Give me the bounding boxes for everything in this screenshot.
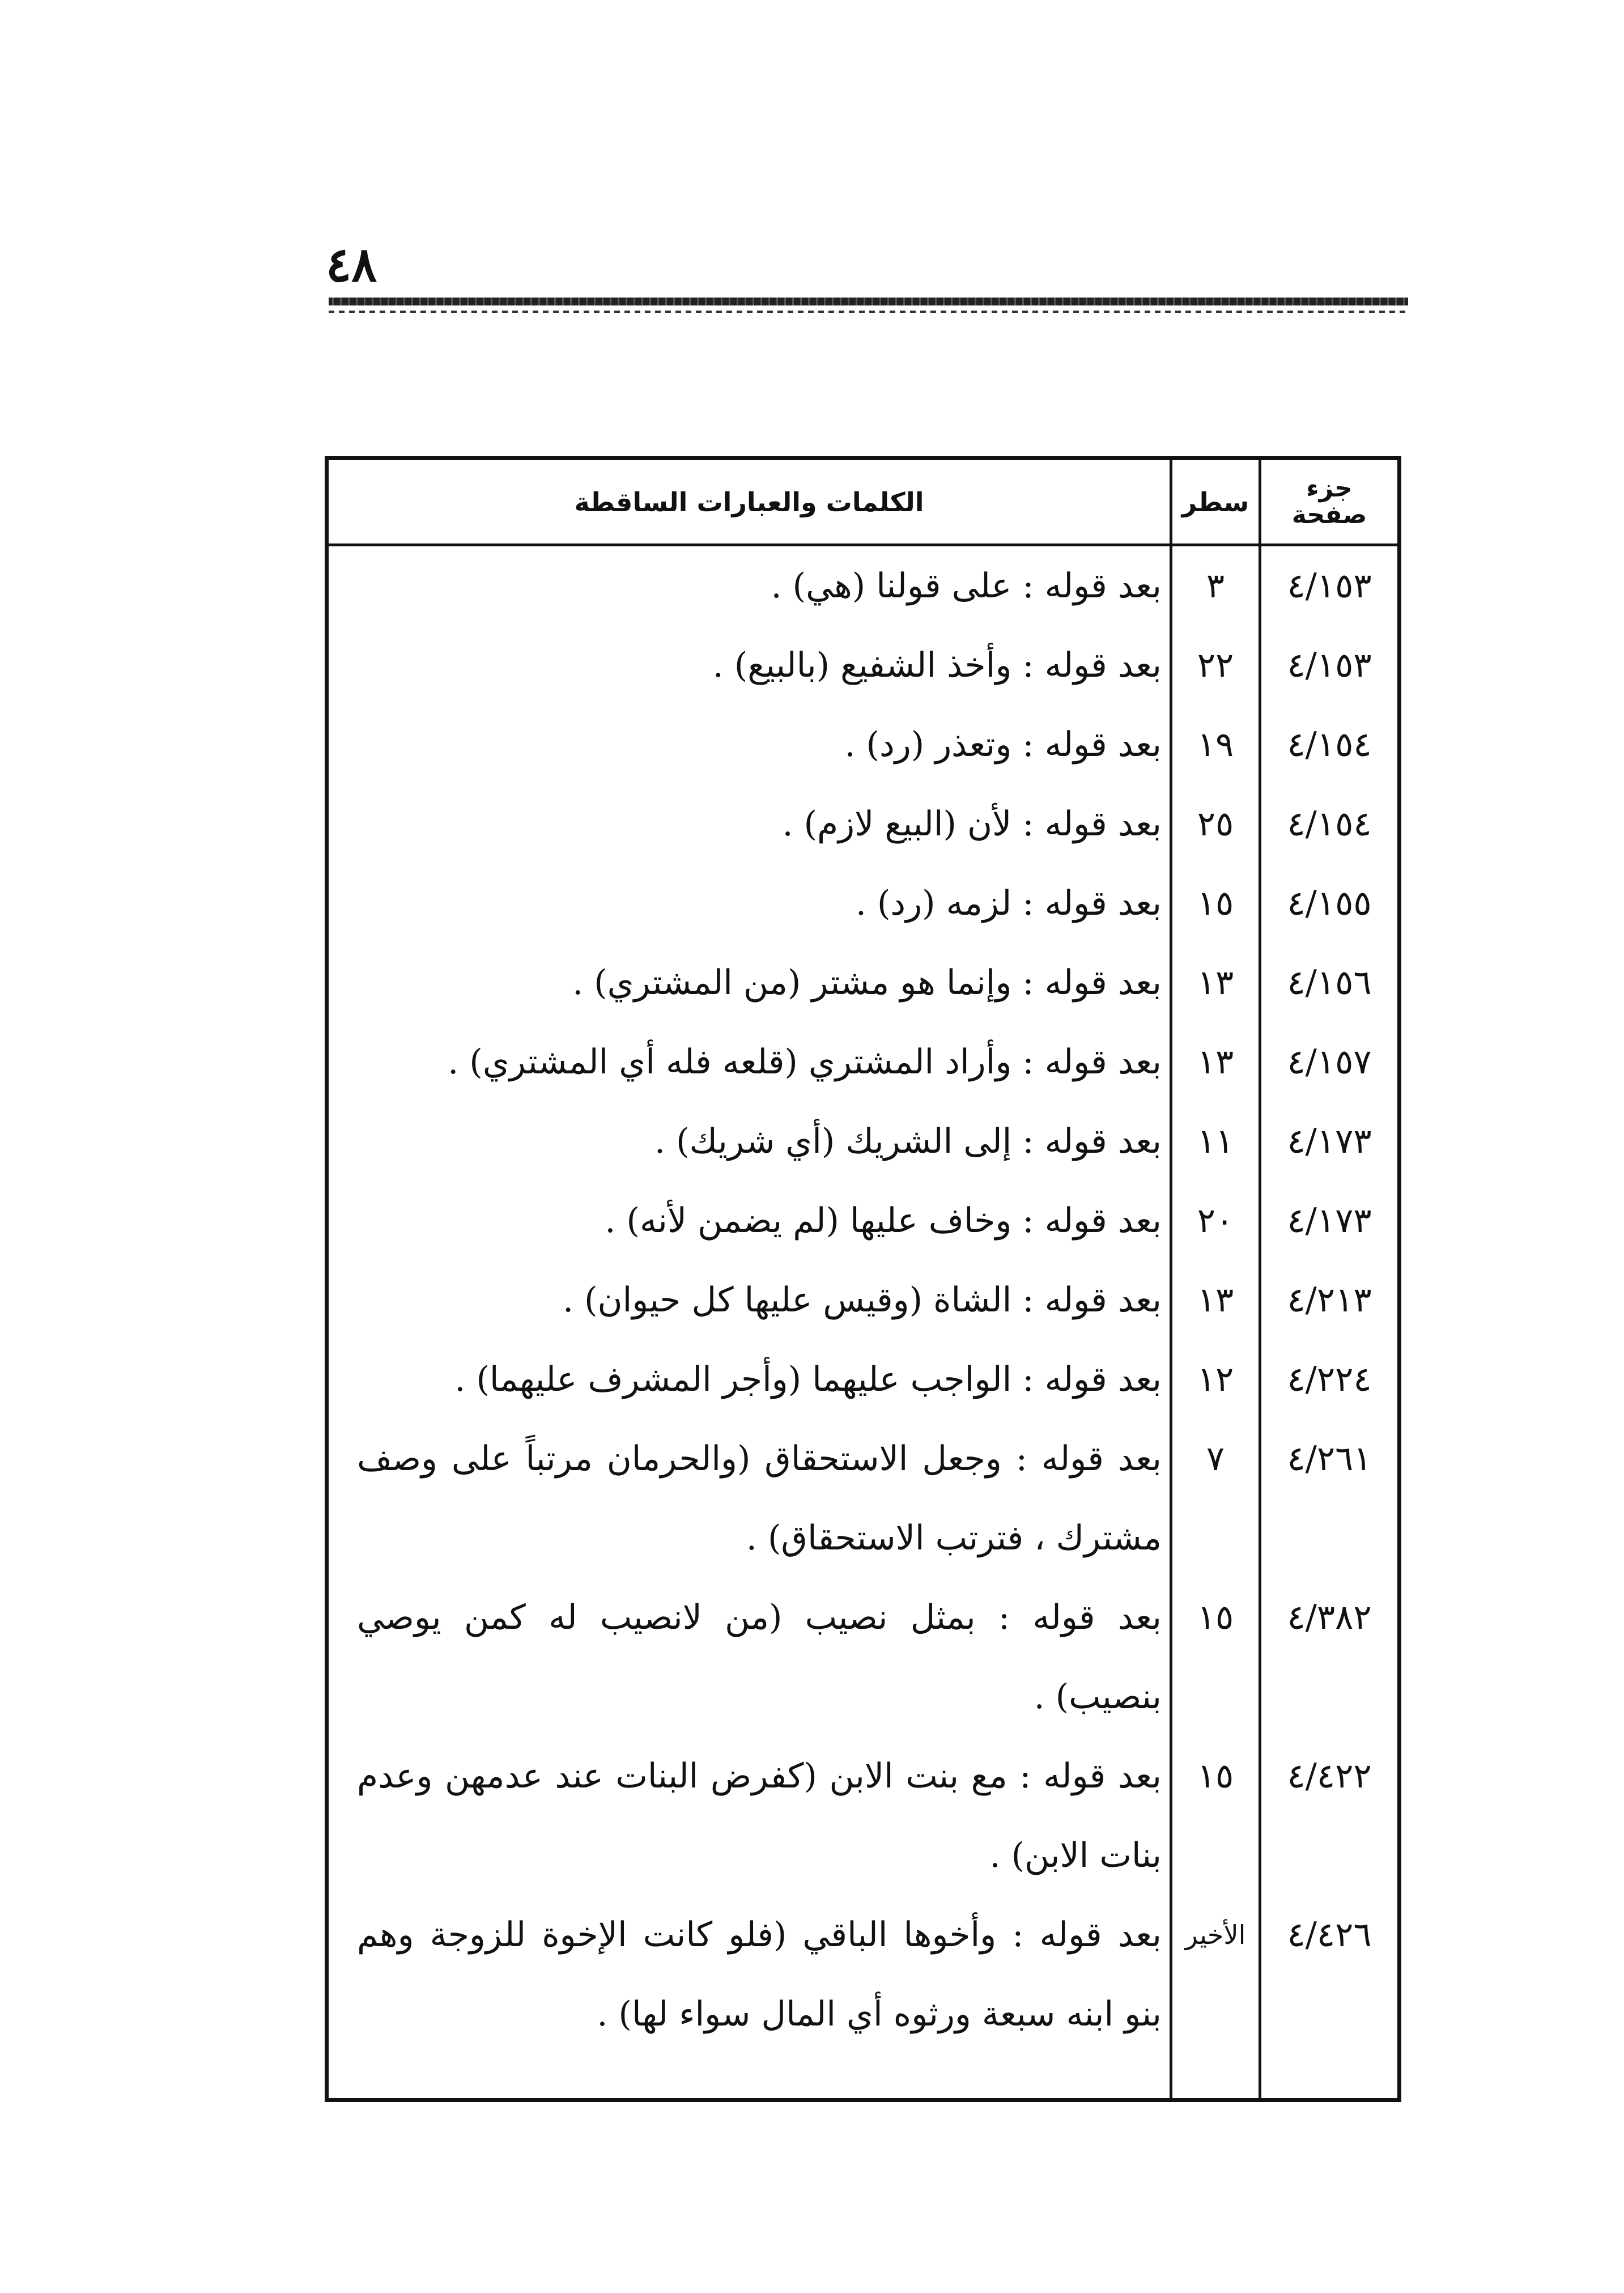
cell-text: بعد قوله : بمثل نصيب (من لانصيب له كمن يوصي بنصيب) . — [357, 1598, 1162, 1717]
cell-ref: ٤/١٧٣ — [1287, 1201, 1372, 1241]
cell-text: بعد قوله : وتعذر (رد) . — [844, 725, 1162, 765]
cell-ref: ٤/١٧٣ — [1287, 1122, 1372, 1161]
cell-ref: ٤/١٥٦ — [1287, 963, 1372, 1003]
cell-ref: ٤/١٥٧ — [1287, 1042, 1372, 1082]
table-row — [329, 1102, 1397, 1181]
table-row — [329, 864, 1397, 943]
table-row — [329, 1260, 1397, 1340]
cell-line: ١١ — [1197, 1122, 1234, 1161]
cell-line: ١٢ — [1197, 1360, 1234, 1399]
table-row — [329, 1736, 1397, 1895]
table-row — [329, 784, 1397, 864]
table-row — [329, 626, 1397, 705]
header-omitted-phrases: الكلمات والعبارات الساقطة — [574, 486, 924, 517]
cell-line: ١٣ — [1197, 1280, 1234, 1320]
cell-line: ٧ — [1206, 1439, 1225, 1479]
cell-line: ١٥ — [1197, 1756, 1234, 1796]
table-row — [329, 1181, 1397, 1260]
cell-text: بعد قوله : الواجب عليهما (وأجر المشرف عليهما) . — [454, 1360, 1162, 1399]
table-row — [329, 1578, 1397, 1736]
page-number: ٤٨ — [326, 236, 377, 292]
table-row — [329, 546, 1397, 626]
table-row — [329, 1895, 1397, 2054]
cell-line: ٢٥ — [1197, 804, 1234, 844]
cell-line: الأخير — [1185, 1920, 1246, 1950]
cell-line: ١٩ — [1197, 725, 1234, 765]
table-row — [329, 943, 1397, 1022]
cell-ref: ٤/٣٨٢ — [1287, 1598, 1372, 1637]
cell-ref: ٤/١٥٣ — [1287, 646, 1372, 685]
cell-ref: ٤/٢٢٤ — [1287, 1360, 1372, 1399]
cell-line: ١٣ — [1197, 963, 1234, 1003]
table-row — [329, 705, 1397, 784]
cell-text: بعد قوله : لزمه (رد) . — [855, 884, 1162, 923]
cell-ref: ٤/١٥٤ — [1287, 804, 1372, 844]
table-row — [329, 1022, 1397, 1102]
header-volume: جزء — [1306, 474, 1353, 503]
errata-table — [325, 456, 1401, 2102]
header-line: سطر — [1181, 486, 1249, 517]
cell-ref: ٤/٤٢٦ — [1287, 1915, 1372, 1955]
cell-ref: ٤/٢٦١ — [1287, 1439, 1372, 1479]
cell-text: بعد قوله : لأن (البيع لازم) . — [782, 804, 1162, 844]
cell-line: ٢٢ — [1197, 646, 1234, 685]
cell-line: ١٥ — [1197, 1598, 1234, 1637]
cell-text: بعد قوله : وجعل الاستحقاق (والحرمان مرتباً على وصف مشترك ، فترتب الاستحقاق) . — [357, 1439, 1162, 1558]
cell-text: بعد قوله : مع بنت الابن (كفرض البنات عند عدمهن وعدم بنات الابن) . — [357, 1756, 1162, 1875]
header-rule-thin — [329, 311, 1408, 313]
cell-ref: ٤/١٥٤ — [1287, 725, 1372, 765]
cell-ref: ٤/١٥٥ — [1287, 884, 1372, 923]
cell-ref: ٤/٤٢٢ — [1287, 1756, 1372, 1796]
header-rule — [329, 298, 1408, 305]
cell-line: ١٥ — [1197, 884, 1234, 923]
table-row — [329, 1419, 1397, 1578]
table-row — [329, 1340, 1397, 1419]
cell-line: ٣ — [1206, 566, 1225, 606]
cell-text: بعد قوله : وأخوها الباقي (فلو كانت الإخوة للزوجة وهم بنو ابنه سبعة ورثوه أي المال سواء لها) . — [357, 1915, 1162, 2034]
cell-text: بعد قوله : إلى الشريك (أي شريك) . — [654, 1122, 1162, 1161]
table-body — [329, 546, 1397, 2054]
cell-ref: ٤/١٥٣ — [1287, 566, 1372, 606]
cell-text: بعد قوله : وأخذ الشفيع (بالبيع) . — [712, 646, 1162, 685]
cell-text: بعد قوله : وأراد المشتري (قلعه فله أي المشتري) . — [448, 1042, 1162, 1082]
header-page: صفحة — [1291, 500, 1367, 529]
cell-text: بعد قوله : وإنما هو مشتر (من المشتري) . — [572, 963, 1162, 1003]
header-volume-page — [1261, 460, 1397, 543]
cell-ref: ٤/٢١٣ — [1287, 1280, 1372, 1320]
cell-line: ١٣ — [1197, 1042, 1234, 1082]
cell-line: ٢٠ — [1197, 1201, 1234, 1241]
cell-text: بعد قوله : وخاف عليها (لم يضمن لأنه) . — [605, 1201, 1162, 1241]
cell-text: بعد قوله : الشاة (وقيس عليها كل حيوان) . — [562, 1280, 1162, 1320]
cell-text: بعد قوله : على قولنا (هي) . — [771, 566, 1162, 606]
